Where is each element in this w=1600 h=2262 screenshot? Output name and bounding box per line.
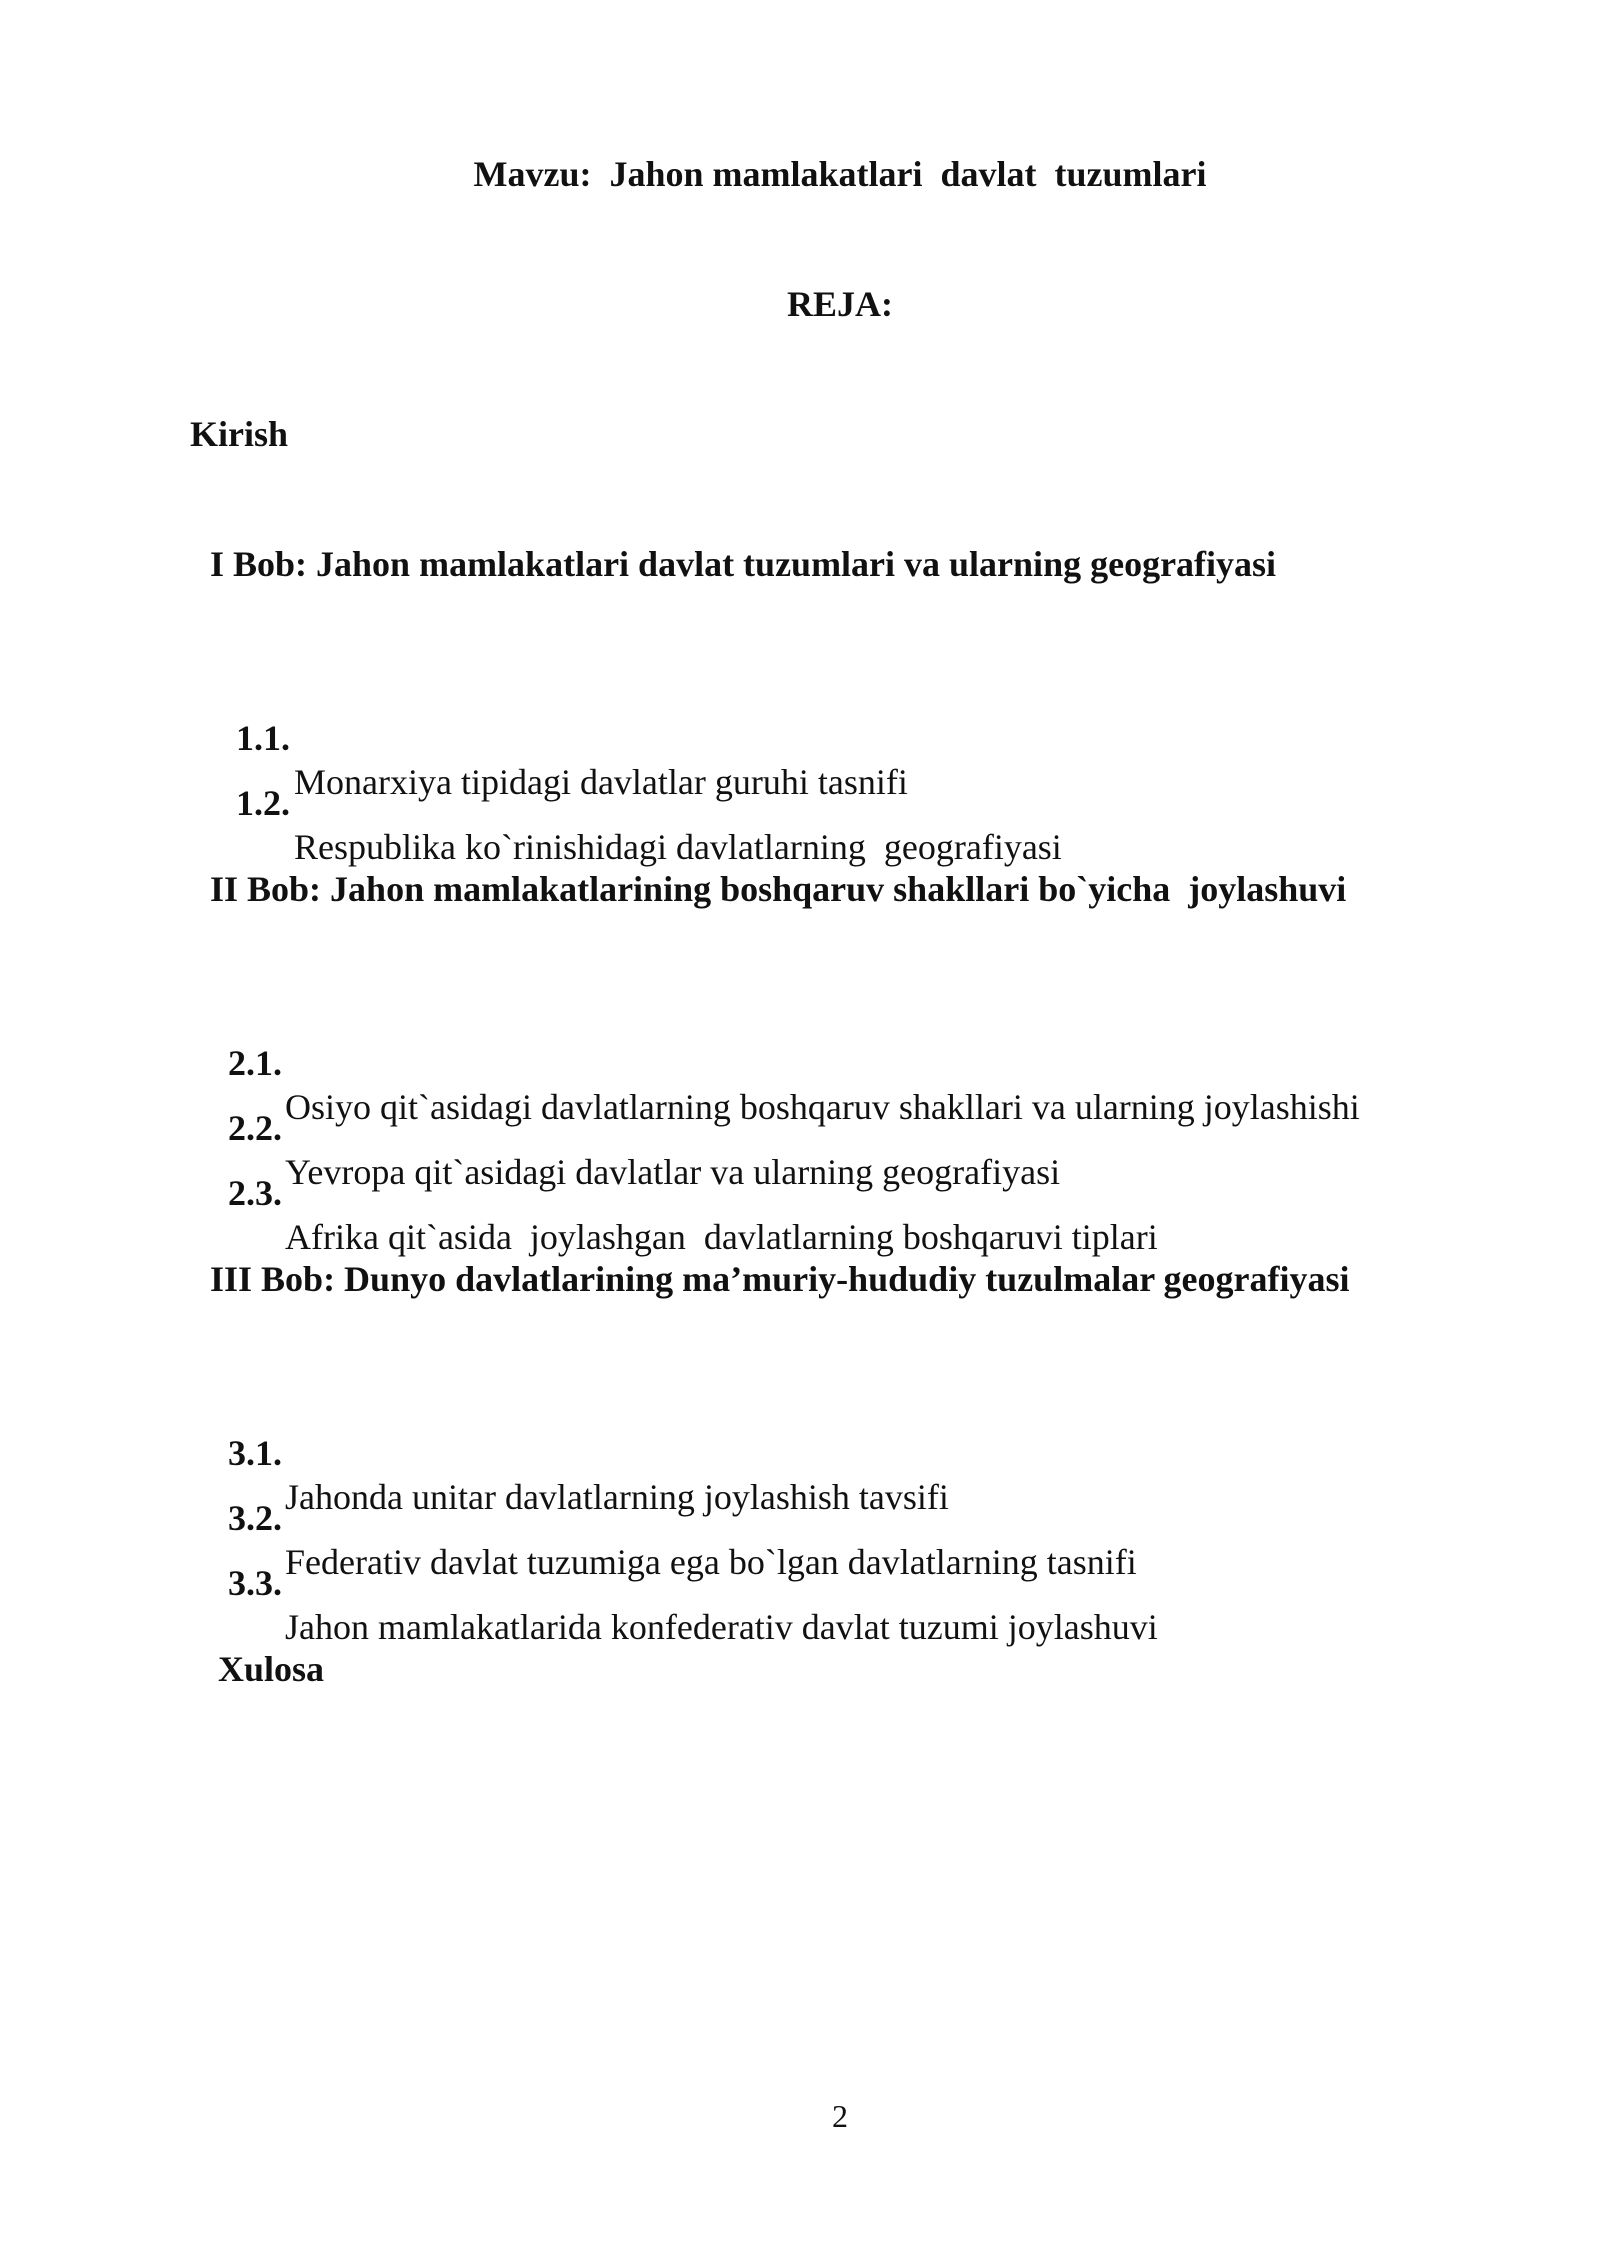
section-text: Yevropa qit`asidagi davlatlar va ularning geografiyasi	[285, 1152, 1061, 1192]
section-number: 2.3.	[228, 1173, 282, 1213]
section-number: 3.3.	[228, 1563, 282, 1603]
section-number: 3.2.	[228, 1498, 282, 1538]
section-number: 3.1.	[228, 1433, 282, 1473]
chapter-3-heading: III Bob: Dunyo davlatlarining ma’muriy-hududiy tuzulmalar geografiyasi	[210, 1259, 1350, 1299]
section-number: 2.2.	[228, 1108, 282, 1148]
section-text: Federativ davlat tuzumiga ega bo`lgan davlatlarning tasnifi	[285, 1542, 1137, 1582]
section-text: Afrika qit`asida joylashgan davlatlarning boshqaruvi tiplari	[285, 1217, 1158, 1257]
section-text: Monarxiya tipidagi davlatlar guruhi tasnifi	[294, 762, 908, 802]
section-number: 1.2.	[236, 783, 290, 823]
plan-heading: REJA:	[787, 284, 893, 324]
section-number: 2.1.	[228, 1043, 282, 1083]
section-text: Jahon mamlakatlarida konfederativ davlat tuzumi joylashuvi	[285, 1607, 1158, 1647]
section-number: 1.1.	[236, 718, 290, 758]
section-text: Respublika ko`rinishidagi davlatlarning geografiyasi	[294, 827, 1062, 867]
intro-heading: Kirish	[190, 414, 289, 454]
document-title: Mavzu: Jahon mamlakatlari davlat tuzumlari	[473, 154, 1207, 194]
chapter-1-heading: I Bob: Jahon mamlakatlari davlat tuzumlari va ularning geografiyasi	[210, 544, 1277, 584]
page-number: 2	[832, 2098, 848, 2134]
section-text: Jahonda unitar davlatlarning joylashish tavsifi	[285, 1477, 949, 1517]
conclusion-heading: Xulosa	[218, 1649, 325, 1689]
chapter-2-heading: II Bob: Jahon mamlakatlarining boshqaruv shakllari bo`yicha joylashuvi	[210, 869, 1347, 909]
section-text: Osiyo qit`asidagi davlatlarning boshqaruv shakllari va ularning joylashishi	[285, 1087, 1360, 1127]
